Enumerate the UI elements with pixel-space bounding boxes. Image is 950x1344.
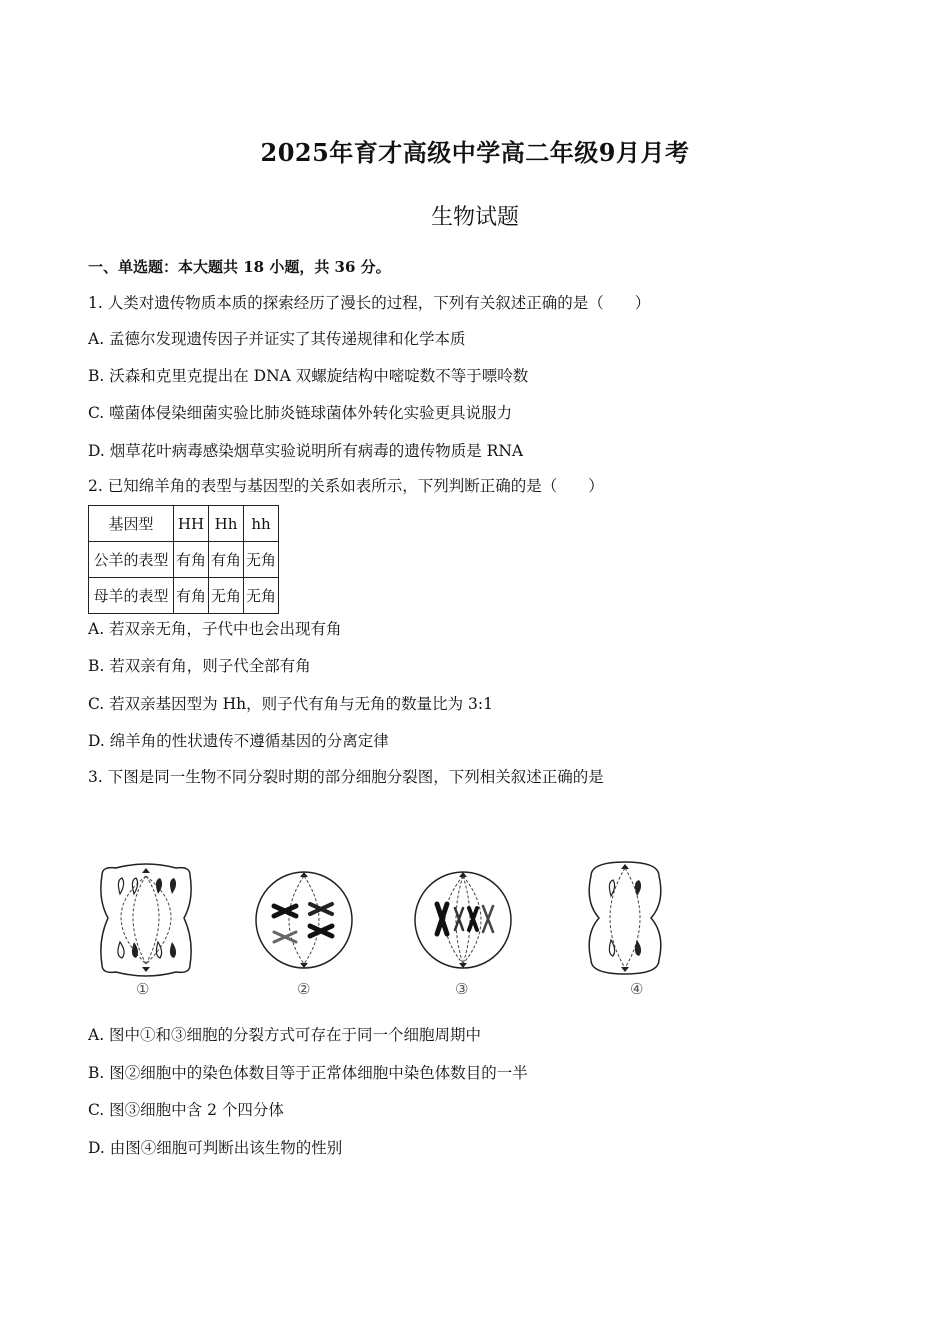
q3-option-c: C. 图③细胞中含 2 个四分体 <box>88 1101 284 1119</box>
cell-diagram-2 <box>256 872 352 968</box>
table-cell: 有角 <box>174 578 209 614</box>
question-3-stem: 3. 下图是同一生物不同分裂时期的部分细胞分裂图，下列相关叙述正确的是 <box>88 768 604 786</box>
table-cell: Hh <box>209 506 244 542</box>
table-row <box>89 542 279 578</box>
exam-title: 2025年育才高级中学高二年级9月月考 <box>260 138 690 167</box>
cell-diagram-1 <box>101 864 191 976</box>
figure-label-1: ① <box>136 980 150 998</box>
question-1-stem: 1. 人类对遗传物质本质的探索经历了漫长的过程，下列有关叙述正确的是（ ） <box>88 294 651 312</box>
q2-option-a: A. 若双亲无角，子代中也会出现有角 <box>88 620 342 638</box>
table-cell: hh <box>244 506 279 542</box>
q3-option-d: D. 由图④细胞可判断出该生物的性别 <box>88 1139 343 1157</box>
question-2-stem: 2. 已知绵羊角的表型与基因型的关系如表所示，下列判断正确的是（ ） <box>88 477 604 495</box>
table-cell: 母羊的表型 <box>89 578 174 614</box>
table-cell: 公羊的表型 <box>89 542 174 578</box>
figure-label-2: ② <box>297 980 311 998</box>
table-header-row <box>89 506 279 542</box>
q1-option-b: B. 沃森和克里克提出在 DNA 双螺旋结构中嘧啶数不等于嘌呤数 <box>88 367 529 385</box>
section-heading: 一、单选题：本大题共 18 小题，共 36 分。 <box>88 258 391 276</box>
q3-option-b: B. 图②细胞中的染色体数目等于正常体细胞中染色体数目的一半 <box>88 1064 528 1082</box>
cell-diagram-3 <box>415 872 511 968</box>
cell-division-figure <box>88 858 688 1003</box>
table-cell: 基因型 <box>89 506 174 542</box>
q1-option-d: D. 烟草花叶病毒感染烟草实验说明所有病毒的遗传物质是 RNA <box>88 442 524 460</box>
q1-option-a: A. 孟德尔发现遗传因子并证实了其传递规律和化学本质 <box>88 330 466 348</box>
table-cell: 无角 <box>209 578 244 614</box>
table-cell: 有角 <box>209 542 244 578</box>
table-cell: HH <box>174 506 209 542</box>
q1-option-c: C. 噬菌体侵染细菌实验比肺炎链球菌体外转化实验更具说服力 <box>88 404 513 422</box>
cell-diagram-4 <box>589 862 661 974</box>
figure-label-3: ③ <box>455 980 469 998</box>
figure-label-4: ④ <box>630 980 644 998</box>
table-cell: 无角 <box>244 578 279 614</box>
table-row <box>89 578 279 614</box>
exam-subtitle: 生物试题 <box>430 205 519 230</box>
q2-option-c: C. 若双亲基因型为 Hh，则子代有角与无角的数量比为 3:1 <box>88 695 493 713</box>
q2-option-d: D. 绵羊角的性状遗传不遵循基因的分离定律 <box>88 732 389 750</box>
genotype-table <box>88 505 279 614</box>
q3-option-a: A. 图中①和③细胞的分裂方式可存在于同一个细胞周期中 <box>88 1026 482 1044</box>
table-cell: 无角 <box>244 542 279 578</box>
q2-option-b: B. 若双亲有角，则子代全部有角 <box>88 657 311 675</box>
table-cell: 有角 <box>174 542 209 578</box>
